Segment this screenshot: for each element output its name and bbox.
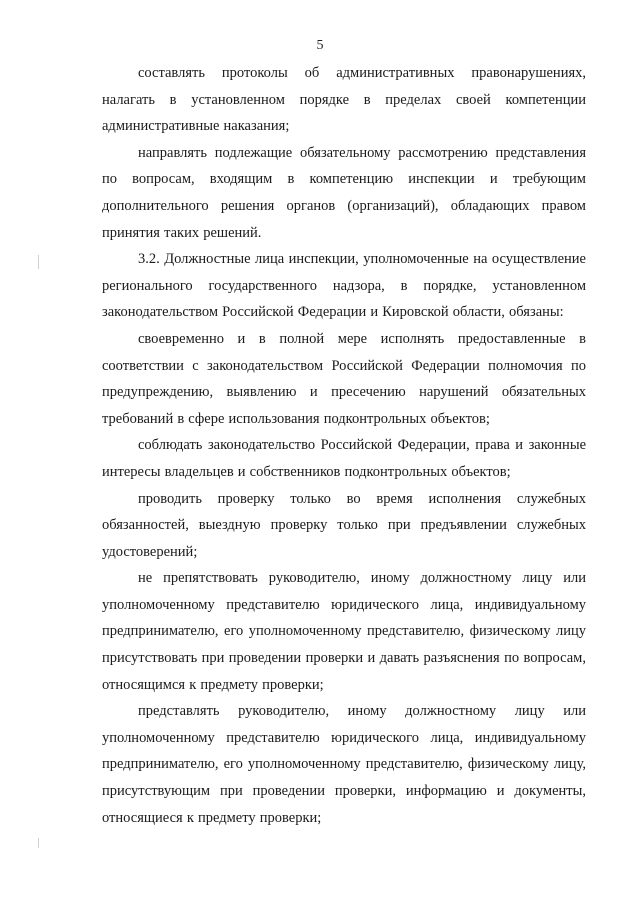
document-body <box>102 60 586 831</box>
page-number: 5 <box>316 38 324 53</box>
paragraph-submissions: направлять подлежащие обязательному рассмотрению представления по вопросам, входящим в компетенцию инспекции и требующим дополнительного решения органов (организаций), обладающих правом принятия таких решений. <box>102 144 586 241</box>
paragraph-duty-powers: своевременно и в полной мере исполнять предоставленные в соответствии с законодательством Российской Федерации полномочия по предупреждению, выявлению и пресечению нарушений обязательных требований в сфере использования подконтрольных объектов; <box>102 330 586 427</box>
scan-edge-mark <box>38 255 39 269</box>
paragraph-duty-legislation: соблюдать законодательство Российской Федерации, права и законные интересы владельцев и собственников подконтрольных объектов; <box>102 437 586 480</box>
paragraph-duty-inspection-time: проводить проверку только во время исполнения служебных обязанностей, выездную проверку только при предъявлении служебных удостоверений; <box>102 490 586 560</box>
paragraph-section-3-2: 3.2. Должностные лица инспекции, уполномоченные на осуществление регионального государственного надзора, в порядке, установленном законодательством Российской Федерации и Кировской области, обязаны: <box>102 251 586 321</box>
paragraph-duty-provide-information: представлять руководителю, иному должностному лицу или уполномоченному представителю юридического лица, индивидуальному предпринимателю, его уполномоченному представителю, физическому лицу, присутствующим при проведении проверки, информацию и документы, относящиеся к предмету проверки; <box>102 703 586 826</box>
paragraph-duty-no-obstruction: не препятствовать руководителю, иному должностному лицу или уполномоченному представителю юридического лица, индивидуальному предпринимателю, его уполномоченному представителю, физическому лицу присутствовать при проведении проверки и давать разъяснения по вопросам, относящимся к предмету проверки; <box>102 570 586 693</box>
paragraph-administrative-penalties: составлять протоколы об административных правонарушениях, налагать в установленном порядке в пределах своей компетенции административные наказания; <box>102 65 586 135</box>
scan-edge-mark <box>38 838 39 848</box>
